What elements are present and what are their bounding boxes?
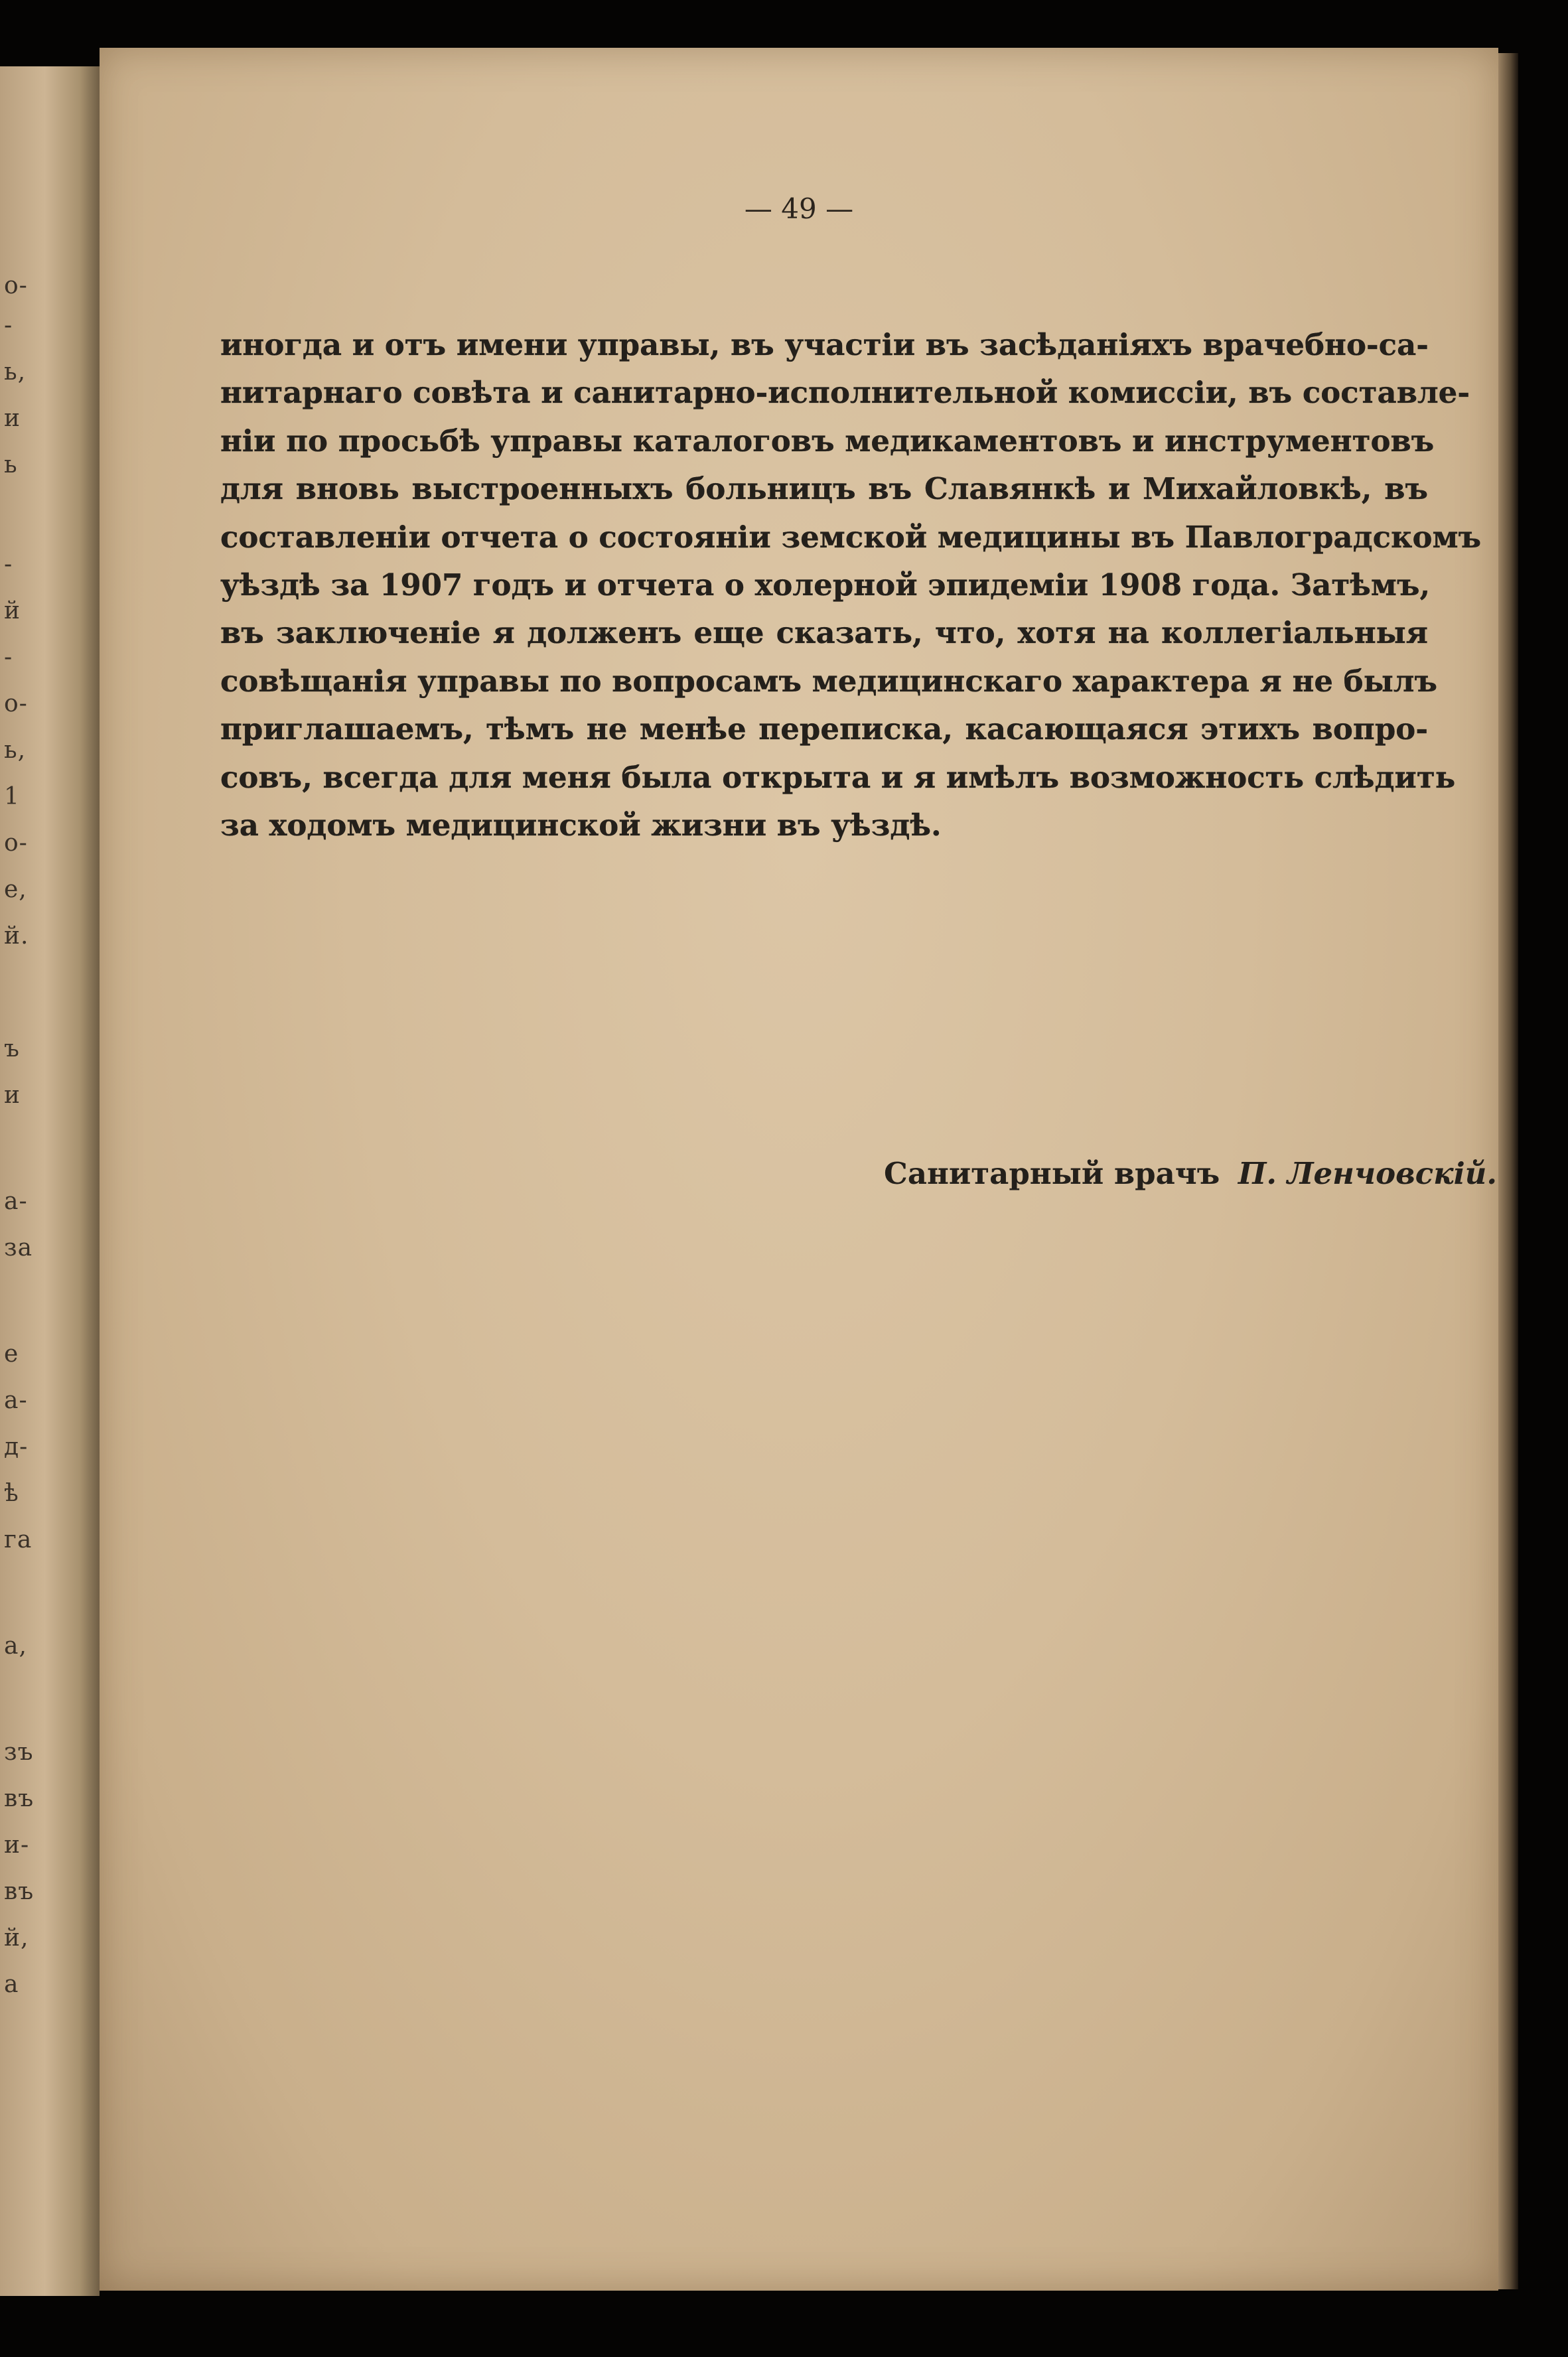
book-page [100, 48, 1498, 2291]
facing-page-fragment: га [4, 1526, 33, 1553]
facing-page-fragment: - [4, 551, 13, 578]
text-line: совъ, всегда для меня была открыта и я имѣлъ возможность слѣдить [220, 759, 1456, 795]
facing-page-fragment: и [4, 1082, 21, 1109]
facing-page-fragment: 1 [4, 783, 20, 810]
facing-page-edge [0, 66, 100, 2296]
facing-page-fragment: и [4, 405, 21, 432]
facing-page-fragment: й [4, 597, 21, 624]
text-line: приглашаемъ, тѣмъ не менѣе переписка, касающаяся этихъ вопро- [220, 711, 1428, 747]
signature-title: Санитарный врачъ [884, 1156, 1220, 1191]
text-line: за ходомъ медицинской жизни въ уѣздѣ. [220, 807, 942, 843]
facing-page-fragment: ь, [4, 737, 27, 764]
facing-page-fragment: й, [4, 1924, 29, 1952]
signature-line [884, 1156, 1498, 1191]
facing-page-fragment: - [4, 644, 13, 671]
facing-page-fragment: е, [4, 876, 27, 903]
signature-name: П. Ленчовскiй. [1238, 1156, 1498, 1191]
facing-page-fragment: е [4, 1340, 19, 1368]
facing-page-fragment: ь [4, 451, 18, 478]
facing-page-fragment: й. [4, 922, 29, 950]
page-number: — 49 — [744, 192, 854, 225]
facing-page-fragment: ъ [4, 1035, 20, 1062]
facing-page-fragment: о- [4, 272, 28, 299]
facing-page-fragment: о- [4, 829, 28, 857]
facing-page-fragment: за [4, 1234, 33, 1261]
facing-page-fragment: зъ [4, 1739, 34, 1766]
page-thickness-edge [1498, 53, 1518, 2289]
text-line: въ заключенiе я долженъ еще сказать, что, хотя на коллегiальныя [220, 615, 1428, 651]
facing-page-fragment: въ [4, 1785, 35, 1812]
facing-page-fragment: д- [4, 1433, 29, 1461]
text-line: нитарнаго совѣта и санитарно-исполнительной комиссiи, въ составле- [220, 375, 1470, 411]
text-line: для вновь выстроенныхъ больницъ въ Славянкѣ и Михайловкѣ, въ [220, 471, 1428, 507]
facing-page-fragment: а- [4, 1387, 28, 1414]
facing-page-fragment: - [4, 312, 13, 339]
facing-page-fragment: и- [4, 1831, 30, 1859]
facing-page-fragment: а [4, 1971, 19, 1998]
body-paragraph [220, 321, 1498, 1191]
text-line: иногда и отъ имени управы, въ участiи въ засѣданiяхъ врачебно-са- [220, 327, 1429, 362]
facing-page-fragment: ь, [4, 358, 27, 386]
facing-page-fragment: а, [4, 1632, 27, 1660]
text-line: уѣздѣ за 1907 годъ и отчета о холерной эпидемiи 1908 года. Затѣмъ, [220, 567, 1431, 603]
text-line: составленiи отчета о состоянiи земской медицины въ Павлоградскомъ [220, 519, 1482, 555]
text-line: совѣщанiя управы по вопросамъ медицинскаго характера я не былъ [220, 663, 1438, 699]
facing-page-fragment: а- [4, 1188, 28, 1215]
facing-page-fragment: о- [4, 690, 28, 717]
facing-page-fragment: въ [4, 1878, 35, 1905]
facing-page-fragment: ѣ [4, 1480, 19, 1507]
text-line: нiи по просьбѣ управы каталоговъ медикаментовъ и инструментовъ [220, 423, 1435, 459]
